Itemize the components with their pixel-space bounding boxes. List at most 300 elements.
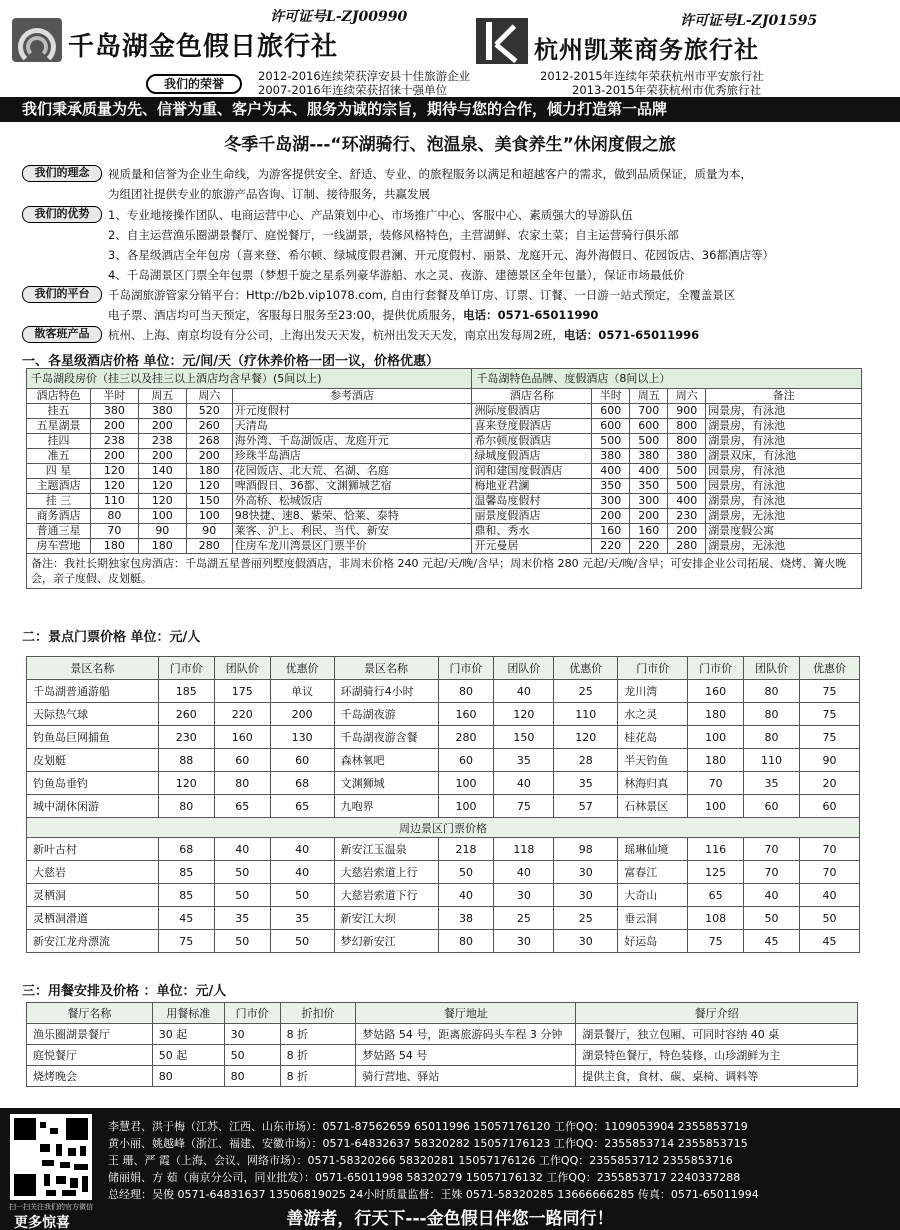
table-cell: 80 — [214, 772, 270, 795]
table-cell: 园景房，有泳池 — [706, 464, 862, 479]
advantage-text: 4、千岛湖景区门票全年包票（梦想千旋之星系列豪华游船、水之灵、夜游、建德景区全年包量），保证市场最低价 — [108, 268, 685, 282]
column-header: 餐厅名称 — [27, 1003, 153, 1024]
table-cell: 100 — [186, 509, 232, 524]
hotel-note: 备注：我社长期独家包房酒店：千岛湖五星普丽列墅度假酒店，非周末价格 240 元起/天/晚/含早；周末价格 280 元起/天/晚/含早；可安排企业公司拓展、烧烤、篝火晚会，亲子度假、皮划艇。 — [27, 554, 862, 589]
dining-header-row — [27, 1003, 858, 1024]
table-cell: 喜来登度假酒店 — [472, 419, 592, 434]
table-cell: 80 — [224, 1066, 280, 1087]
table-cell: 120 — [158, 772, 214, 795]
column-header: 餐厅介绍 — [576, 1003, 858, 1024]
table-cell: 40 — [214, 838, 270, 861]
table-cell: 钓鱼岛巨网捕鱼 — [27, 726, 159, 749]
table-cell: 350 — [630, 479, 668, 494]
retail-text: 杭州、上海、南京均设有分公司，上海出发天天发，杭州出发天天发，南京出发每周2班，电话：0571-65011996 — [108, 328, 700, 342]
table-cell: 120 — [554, 726, 618, 749]
table-cell: 半天钓鱼 — [618, 749, 688, 772]
table-cell: 200 — [592, 509, 630, 524]
column-header: 周六 — [186, 389, 232, 404]
table-cell: 商务酒店 — [27, 509, 91, 524]
table-cell: 60 — [214, 749, 270, 772]
table-cell: 40 — [800, 884, 860, 907]
qr-caption: 扫一扫关注我们的官方微信 — [9, 1203, 93, 1211]
table-cell: 35 — [270, 907, 334, 930]
table-cell: 380 — [592, 449, 630, 464]
table-row — [27, 524, 862, 539]
table-cell: 220 — [630, 539, 668, 554]
advantage-text: 2、自主运营渔乐圈湖景餐厅、庭悦餐厅，一线湖景，装修风格特色，主营湖鲜、农家土菜；自主运营骑行俱乐部 — [108, 228, 679, 242]
table-cell: 皮划艇 — [27, 749, 159, 772]
hotel-left-caption: 千岛湖段房价（挂三以及挂三以上酒店均含早餐）(5间以上) — [27, 369, 472, 389]
table-cell: 500 — [630, 434, 668, 449]
table-cell: 环湖骑行4小时 — [334, 680, 438, 703]
table-row — [27, 1024, 858, 1045]
table-cell: 120 — [186, 479, 232, 494]
table-cell: 70 — [90, 524, 138, 539]
table-cell: 70 — [800, 838, 860, 861]
table-cell: 238 — [138, 434, 186, 449]
table-cell: 500 — [668, 479, 706, 494]
advantage-text: 1、专业地接操作团队、电商运营中心、产品策划中心、市场推广中心、客服中心、素质强大的导游队伍 — [108, 208, 633, 222]
table-cell: 50 — [214, 884, 270, 907]
table-cell: 城中湖休闲游 — [27, 795, 159, 818]
qr-code[interactable] — [10, 1114, 92, 1200]
table-cell: 220 — [592, 539, 630, 554]
table-cell: 280 — [668, 539, 706, 554]
table-cell: 400 — [592, 464, 630, 479]
table-cell: 100 — [438, 772, 494, 795]
column-header: 景区名称 — [334, 657, 438, 680]
table-cell: 280 — [186, 539, 232, 554]
table-cell: 75 — [800, 680, 860, 703]
table-cell: 40 — [438, 884, 494, 907]
table-cell: 60 — [744, 795, 800, 818]
table-cell: 260 — [186, 419, 232, 434]
table-cell: 100 — [688, 726, 744, 749]
table-cell: 75 — [800, 726, 860, 749]
license2: 许可证号L-ZJ01595 — [680, 13, 818, 29]
table-cell: 150 — [494, 726, 554, 749]
table-cell: 160 — [688, 680, 744, 703]
table-row — [27, 434, 862, 449]
table-cell: 花园饭店、北大荒、名湖、名庭 — [232, 464, 472, 479]
company2-logo — [476, 18, 528, 64]
table-cell: 65 — [214, 795, 270, 818]
table-cell: 灵栖洞 — [27, 884, 159, 907]
table-cell: 200 — [90, 419, 138, 434]
table-cell: 110 — [90, 494, 138, 509]
table-cell: 125 — [688, 861, 744, 884]
table-cell: 218 — [438, 838, 494, 861]
table-cell: 开元曼居 — [472, 539, 592, 554]
table-cell: 80 — [744, 703, 800, 726]
table-cell: 80 — [158, 795, 214, 818]
table-cell: 润和建国度假酒店 — [472, 464, 592, 479]
table-cell: 40 — [744, 884, 800, 907]
column-header: 门市价 — [438, 657, 494, 680]
table-cell: 梦幻新安江 — [334, 930, 438, 953]
contact-line: 李慧君、洪于梅（江苏、江西、山东市场）：0571-87562659 65011996 15057176120 工作QQ：1109053904 2355853719 — [108, 1120, 748, 1133]
table-cell: 116 — [688, 838, 744, 861]
table-cell: 挂 三 — [27, 494, 91, 509]
platform-label: 我们的平台 — [22, 286, 102, 303]
column-header: 团队价 — [494, 657, 554, 680]
table-cell: 200 — [270, 703, 334, 726]
table-cell: 350 — [592, 479, 630, 494]
table-cell: 50 — [270, 930, 334, 953]
hotels-section-title: 一、各星级酒店价格 单位：元/间/天（疗休养价格一团一议，价格优惠） — [22, 354, 440, 369]
honors — [0, 66, 900, 96]
table-cell: 新安江龙舟漂流 — [27, 930, 159, 953]
table-row — [27, 930, 860, 953]
hotel-header-row — [27, 389, 862, 404]
table-cell: 大奇山 — [618, 884, 688, 907]
honor-line: 2012-2016连续荣获淳安县十佳旅游企业 — [258, 69, 471, 83]
table-row — [27, 419, 862, 434]
company1-logo — [12, 18, 62, 62]
table-cell: 400 — [630, 464, 668, 479]
table-cell: 800 — [668, 434, 706, 449]
table-cell: 50 — [744, 907, 800, 930]
table-cell: 800 — [668, 419, 706, 434]
page-title: 冬季千岛湖---“环湖骑行、泡温泉、美食养生”休闲度假之旅 — [224, 135, 676, 155]
table-cell: 268 — [186, 434, 232, 449]
table-cell: 林海归真 — [618, 772, 688, 795]
table-cell: 160 — [630, 524, 668, 539]
table-row — [27, 749, 860, 772]
table-cell: 57 — [554, 795, 618, 818]
table-cell: 70 — [744, 861, 800, 884]
table-cell: 160 — [438, 703, 494, 726]
column-header: 半时 — [90, 389, 138, 404]
table-cell: 30 — [554, 930, 618, 953]
table-row — [27, 703, 860, 726]
table-cell: 200 — [138, 449, 186, 464]
table-cell: 8 折 — [280, 1024, 356, 1045]
table-cell: 45 — [158, 907, 214, 930]
table-cell: 温馨岛度假村 — [472, 494, 592, 509]
company1-name: 千岛湖金色假日旅行社 — [68, 32, 339, 62]
table-cell: 110 — [744, 749, 800, 772]
bottom-slogan: 善游者，行天下---金色假日伴您一路同行！ — [286, 1209, 614, 1229]
table-cell: 30 — [554, 861, 618, 884]
table-cell: 200 — [668, 524, 706, 539]
table-row — [27, 449, 862, 464]
honor-line: 2012-2015年连续年荣获杭州市平安旅行社 — [540, 69, 764, 83]
table-cell: 园景房，有泳池 — [706, 404, 862, 419]
table-cell: 30 起 — [152, 1024, 224, 1045]
table-cell: 68 — [270, 772, 334, 795]
table-cell: 75 — [800, 703, 860, 726]
table-cell: 渔乐圈湖景餐厅 — [27, 1024, 153, 1045]
column-header: 参考酒店 — [232, 389, 472, 404]
column-header: 团队价 — [214, 657, 270, 680]
table-cell: 98 — [554, 838, 618, 861]
table-cell: 新安江大坝 — [334, 907, 438, 930]
table-row — [27, 1045, 858, 1066]
column-header: 优惠价 — [554, 657, 618, 680]
table-cell: 水之灵 — [618, 703, 688, 726]
column-header: 周五 — [630, 389, 668, 404]
contact-line: 黄小丽、姚越峰（浙江、福建、安徽市场）：0571-64832637 58320282 15057176123 工作QQ：2355853714 2355853715 — [108, 1137, 748, 1150]
contact-line: 王 珊、严 霞（上海、会议、网络市场）：0571-58320266 58320281 15057176126 工作QQ：2355853712 2355853716 — [108, 1154, 733, 1167]
table-cell: 400 — [668, 494, 706, 509]
ticket-price-table — [26, 656, 860, 953]
table-cell: 园景房，有泳池 — [706, 479, 862, 494]
table-cell: 68 — [158, 838, 214, 861]
contact-line: 储丽娟、方 茹（南京分公司，同业批发）：0571-65011998 58320279 15057176132 工作QQ：2355853717 2240337288 — [108, 1171, 741, 1184]
table-cell: 四 星 — [27, 464, 91, 479]
table-cell: 湖景房，有泳池 — [706, 494, 862, 509]
table-row — [27, 907, 860, 930]
table-cell: 98快捷、速8、紫荣、恰莱、泰特 — [232, 509, 472, 524]
table-cell: 天际热气球 — [27, 703, 159, 726]
table-cell: 钓鱼岛垂钓 — [27, 772, 159, 795]
philosophy-label: 我们的理念 — [22, 165, 102, 182]
table-cell: 房车营地 — [27, 539, 91, 554]
table-cell: 700 — [630, 404, 668, 419]
table-cell: 8 折 — [280, 1066, 356, 1087]
table-cell: 新安江玉温泉 — [334, 838, 438, 861]
table-cell: 烧烤晚会 — [27, 1066, 153, 1087]
table-cell: 瑶琳仙境 — [618, 838, 688, 861]
table-cell: 石林景区 — [618, 795, 688, 818]
table-cell: 120 — [138, 479, 186, 494]
table-cell: 海外湾、千岛湖饭店、龙庭开元 — [232, 434, 472, 449]
table-cell: 520 — [186, 404, 232, 419]
table-cell: 30 — [224, 1024, 280, 1045]
table-cell: 180 — [186, 464, 232, 479]
column-header: 周五 — [138, 389, 186, 404]
table-cell: 新叶古村 — [27, 838, 159, 861]
table-cell: 900 — [668, 404, 706, 419]
column-header: 优惠价 — [270, 657, 334, 680]
honor-line: 2013-2015年荣获杭州市优秀旅行社 — [572, 83, 762, 97]
table-cell: 45 — [744, 930, 800, 953]
table-cell: 8 折 — [280, 1045, 356, 1066]
table-row — [27, 795, 860, 818]
table-cell: 90 — [186, 524, 232, 539]
table-cell: 梦姑路 54 号，距离旅游码头车程 3 分钟 — [356, 1024, 576, 1045]
table-cell: 70 — [688, 772, 744, 795]
table-cell: 主题酒店 — [27, 479, 91, 494]
table-cell: 65 — [688, 884, 744, 907]
table-cell: 50 — [438, 861, 494, 884]
table-cell: 35 — [554, 772, 618, 795]
table-cell: 湖景餐厅，独立包厢、可同时容纳 40 桌 — [576, 1024, 858, 1045]
table-cell: 85 — [158, 884, 214, 907]
platform-phone: 电话：0571-65011990 — [463, 308, 599, 322]
surrounding-caption: 周边景区门票价格 — [27, 818, 860, 838]
table-cell: 35 — [214, 907, 270, 930]
table-cell: 80 — [90, 509, 138, 524]
table-cell: 500 — [592, 434, 630, 449]
retail-label: 散客班产品 — [22, 326, 102, 343]
table-cell: 100 — [688, 795, 744, 818]
table-cell: 千岛湖普通游船 — [27, 680, 159, 703]
table-cell: 38 — [438, 907, 494, 930]
table-cell: 湖景双床，有泳池 — [706, 449, 862, 464]
table-cell: 洲际度假酒店 — [472, 404, 592, 419]
table-cell: 提供主食，食材、碳、桌椅、调料等 — [576, 1066, 858, 1087]
table-cell: 25 — [554, 680, 618, 703]
column-header: 餐厅地址 — [356, 1003, 576, 1024]
table-cell: 60 — [438, 749, 494, 772]
table-cell: 单议 — [270, 680, 334, 703]
table-cell: 住房车龙川湾景区门票半价 — [232, 539, 472, 554]
column-header: 用餐标准 — [152, 1003, 224, 1024]
table-cell: 50 — [270, 884, 334, 907]
table-row — [27, 1066, 858, 1087]
table-cell: 220 — [214, 703, 270, 726]
table-cell: 千岛湖夜游含餐 — [334, 726, 438, 749]
table-cell: 挂四 — [27, 434, 91, 449]
table-cell: 30 — [554, 884, 618, 907]
table-cell: 80 — [744, 680, 800, 703]
table-row — [27, 838, 860, 861]
table-cell: 100 — [138, 509, 186, 524]
table-cell: 45 — [800, 930, 860, 953]
table-cell: 80 — [744, 726, 800, 749]
table-cell: 75 — [494, 795, 554, 818]
table-cell: 60 — [800, 795, 860, 818]
table-cell: 230 — [158, 726, 214, 749]
table-cell: 180 — [138, 539, 186, 554]
table-cell: 莱客、沪上、利民、当代、新安 — [232, 524, 472, 539]
table-cell: 200 — [630, 509, 668, 524]
table-cell: 鼎和、秀水 — [472, 524, 592, 539]
table-row — [27, 726, 860, 749]
table-cell: 50 — [224, 1045, 280, 1066]
table-cell: 140 — [138, 464, 186, 479]
table-cell: 160 — [214, 726, 270, 749]
table-cell: 380 — [90, 404, 138, 419]
table-cell: 500 — [668, 464, 706, 479]
table-cell: 80 — [438, 680, 494, 703]
table-cell: 175 — [214, 680, 270, 703]
advantage-label: 我们的优势 — [22, 206, 102, 223]
table-cell: 185 — [158, 680, 214, 703]
table-row — [27, 494, 862, 509]
table-cell: 120 — [494, 703, 554, 726]
table-row — [27, 479, 862, 494]
table-row — [27, 884, 860, 907]
table-cell: 桂花岛 — [618, 726, 688, 749]
table-cell: 70 — [744, 838, 800, 861]
footer-brand: 更多惊喜 — [14, 1215, 70, 1230]
table-cell: 600 — [592, 404, 630, 419]
table-cell: 湖景房，无泳池 — [706, 509, 862, 524]
table-cell: 40 — [494, 861, 554, 884]
ticket-header-row — [27, 657, 860, 680]
table-cell: 灵栖洞滑道 — [27, 907, 159, 930]
table-cell: 160 — [592, 524, 630, 539]
column-header: 周六 — [668, 389, 706, 404]
table-cell: 110 — [554, 703, 618, 726]
table-cell: 600 — [630, 419, 668, 434]
table-cell: 50 — [800, 907, 860, 930]
column-header: 酒店名称 — [472, 389, 592, 404]
column-header: 优惠价 — [800, 657, 860, 680]
table-cell: 88 — [158, 749, 214, 772]
table-cell: 300 — [592, 494, 630, 509]
table-cell: 50 — [214, 930, 270, 953]
table-cell: 118 — [494, 838, 554, 861]
table-cell: 200 — [90, 449, 138, 464]
table-cell: 好运岛 — [618, 930, 688, 953]
table-cell: 40 — [494, 680, 554, 703]
column-header: 门市价 — [688, 657, 744, 680]
table-cell: 70 — [800, 861, 860, 884]
table-cell: 骑行营地、驿站 — [356, 1066, 576, 1087]
license1: 许可证号L-ZJ00990 — [270, 9, 408, 25]
table-cell: 大慈岩索道上行 — [334, 861, 438, 884]
table-cell: 260 — [158, 703, 214, 726]
table-cell: 60 — [270, 749, 334, 772]
philosophy-text: 为组团社提供专业的旅游产品咨询、订制、接待服务，共赢发展 — [108, 187, 430, 201]
dining-section-title: 三：用餐安排及价格 ：单位：元/人 — [22, 984, 227, 999]
platform-text: 千岛湖旅游管家分销平台：Http://b2b.vip1078.com, 自由行套餐及单订房、订票、订餐、一日游一站式预定，全覆盖景区 — [108, 288, 736, 302]
table-row — [27, 772, 860, 795]
table-cell: 湖景房，无泳池 — [706, 539, 862, 554]
column-header: 折扣价 — [280, 1003, 356, 1024]
table-cell: 森林氧吧 — [334, 749, 438, 772]
table-cell: 九咆界 — [334, 795, 438, 818]
table-cell: 文渊狮城 — [334, 772, 438, 795]
table-cell: 湖景特色餐厅，特色装修，山珍湖鲜为主 — [576, 1045, 858, 1066]
table-cell: 120 — [138, 494, 186, 509]
table-cell: 238 — [90, 434, 138, 449]
table-row — [27, 404, 862, 419]
table-cell: 25 — [554, 907, 618, 930]
table-cell: 挂五 — [27, 404, 91, 419]
honor-line: 2007-2016年连续荣获招徕十强单位 — [258, 83, 448, 97]
table-cell: 50 — [214, 861, 270, 884]
table-cell: 85 — [158, 861, 214, 884]
table-cell: 准五 — [27, 449, 91, 464]
column-header: 酒店特色 — [27, 389, 91, 404]
table-cell: 梦姑路 54 号 — [356, 1045, 576, 1066]
footer — [0, 1108, 900, 1230]
header — [0, 0, 900, 66]
table-cell: 80 — [438, 930, 494, 953]
table-cell: 180 — [688, 749, 744, 772]
table-cell: 50 起 — [152, 1045, 224, 1066]
table-row — [27, 861, 860, 884]
table-row — [27, 680, 860, 703]
dining-table — [26, 1002, 858, 1087]
table-cell: 天清岛 — [232, 419, 472, 434]
table-cell: 梅地亚君澜 — [472, 479, 592, 494]
column-header: 门市价 — [224, 1003, 280, 1024]
table-cell: 280 — [438, 726, 494, 749]
table-cell: 30 — [494, 930, 554, 953]
table-cell: 120 — [90, 464, 138, 479]
table-cell: 千岛湖夜游 — [334, 703, 438, 726]
table-cell: 120 — [90, 479, 138, 494]
company2-name: 杭州凯莱商务旅行社 — [534, 35, 759, 64]
honor-badge: 我们的荣誉 — [146, 74, 242, 94]
table-cell: 35 — [494, 749, 554, 772]
table-cell: 65 — [270, 795, 334, 818]
table-cell: 100 — [438, 795, 494, 818]
table-cell: 湖景度假公寓 — [706, 524, 862, 539]
table-cell: 20 — [800, 772, 860, 795]
column-header: 团队价 — [744, 657, 800, 680]
table-cell: 150 — [186, 494, 232, 509]
table-cell: 35 — [744, 772, 800, 795]
table-cell: 绿城度假酒店 — [472, 449, 592, 464]
table-row — [27, 464, 862, 479]
